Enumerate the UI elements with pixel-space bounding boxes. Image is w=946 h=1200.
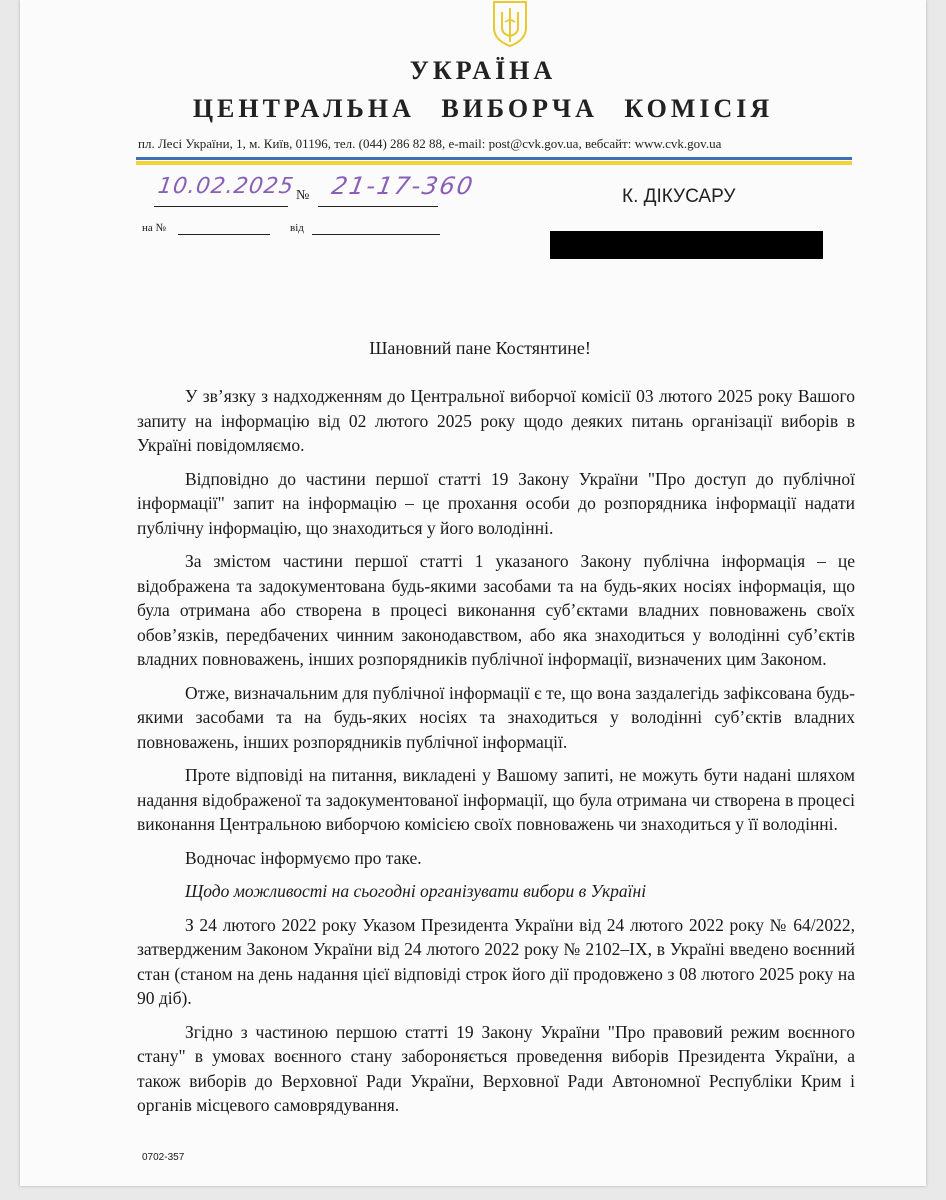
paragraph: Відповідно до частини першої статті 19 Закону України "Про доступ до публічної інформації" запит на інформацію – це прохання особи до розпорядника інформації надати публічну інформацію, що знаходиться у його володінні. [137, 468, 855, 538]
ref-from-label: від [290, 222, 304, 234]
registration-line [136, 172, 596, 212]
trident-emblem-icon [488, 0, 532, 48]
flag-stripe-blue [136, 157, 852, 160]
ref-date-underline [312, 234, 440, 235]
recipient-name: К. ДІКУСАРУ [622, 186, 736, 207]
reference-line [136, 218, 436, 238]
ref-number-underline [178, 234, 270, 235]
number-sign: № [296, 188, 310, 203]
paragraph: Проте відповіді на питання, викладені у Вашому запиті, не можуть бути надані шляхом надання відображеної та задокументованої інформації, що була отримана чи створена в процесі виконання Центральною виборчою комісією своїх повноважень чи знаходиться у її володінні. [137, 765, 855, 834]
handwritten-date: 10.02.2025 [156, 174, 296, 199]
paragraph: З 24 лютого 2022 року Указом Президента України від 24 лютого 2022 року № 64/2022, затвердженим Законом України від 24 лютого 2022 року № 2102–IX, в Україні введено воєнний стан (станом на день надання цієї відповіді строк його дії продовжено з 08 лютого 2025 року на 90 діб). [137, 914, 855, 1008]
letter-body [137, 384, 855, 1127]
contact-address: пл. Лесі України, 1, м. Київ, 01196, тел. (044) 286 82 88, e-mail: post@cvk.gov.ua, вебсайт: www.cvk.gov.ua [138, 136, 722, 151]
flag-stripe-yellow [136, 161, 852, 165]
ref-number-label: на № [142, 222, 167, 234]
number-underline [318, 206, 438, 207]
handwritten-number: 21-17-360 [329, 172, 477, 200]
paragraph: За змістом частини першої статті 1 указаного Закону публічна інформація – це відображена та задокументована будь-якими засобами та на будь-яких носіях інформація, що була отримана або створена в процесі виконання суб’єктами владних повноважень своїх обов’язків, передбачених чинним законодавством, або яка знаходиться у володінні суб’єктів владних повноважень, інших розпорядників публічної інформації, визначених цим Законом. [137, 551, 855, 669]
form-code: 0702-357 [142, 1152, 185, 1163]
institution-heading: ЦЕНТРАЛЬНА ВИБОРЧА КОМІСІЯ [192, 94, 774, 123]
country-heading: УКРАЇНА [409, 56, 557, 85]
redacted-block [550, 231, 823, 259]
paragraph: Згідно з частиною першою статті 19 Закону України "Про правовий режим воєнного стану" в умовах воєнного стану забороняється проведення виборів Президента України, а також виборів до Верховної Ради України, Верховної Ради Автономної Республіки Крим і органів місцевого самоврядування. [137, 1021, 855, 1115]
paragraph: Отже, визначальним для публічної інформації є те, що вона заздалегідь зафіксована будь-якими засобами та на будь-яких носіях та знаходиться у володінні суб’єктів владних повноважень, інших розпорядників публічної інформації. [137, 682, 855, 752]
letter-sheet [20, 0, 926, 1186]
date-underline [154, 206, 288, 207]
paragraph: Водночас інформуємо про таке. [185, 847, 422, 868]
greeting: Шановний пане Костянтине! [369, 338, 591, 358]
paragraph: У зв’язку з надходженням до Центральної виборчої комісії 03 лютого 2025 року Вашого запиту на інформацію від 02 лютого 2025 року щодо деяких питань організації виборів в Україні повідомляємо. [137, 386, 855, 455]
section-heading: Щодо можливості на сьогодні організувати вибори в Україні [185, 881, 647, 901]
